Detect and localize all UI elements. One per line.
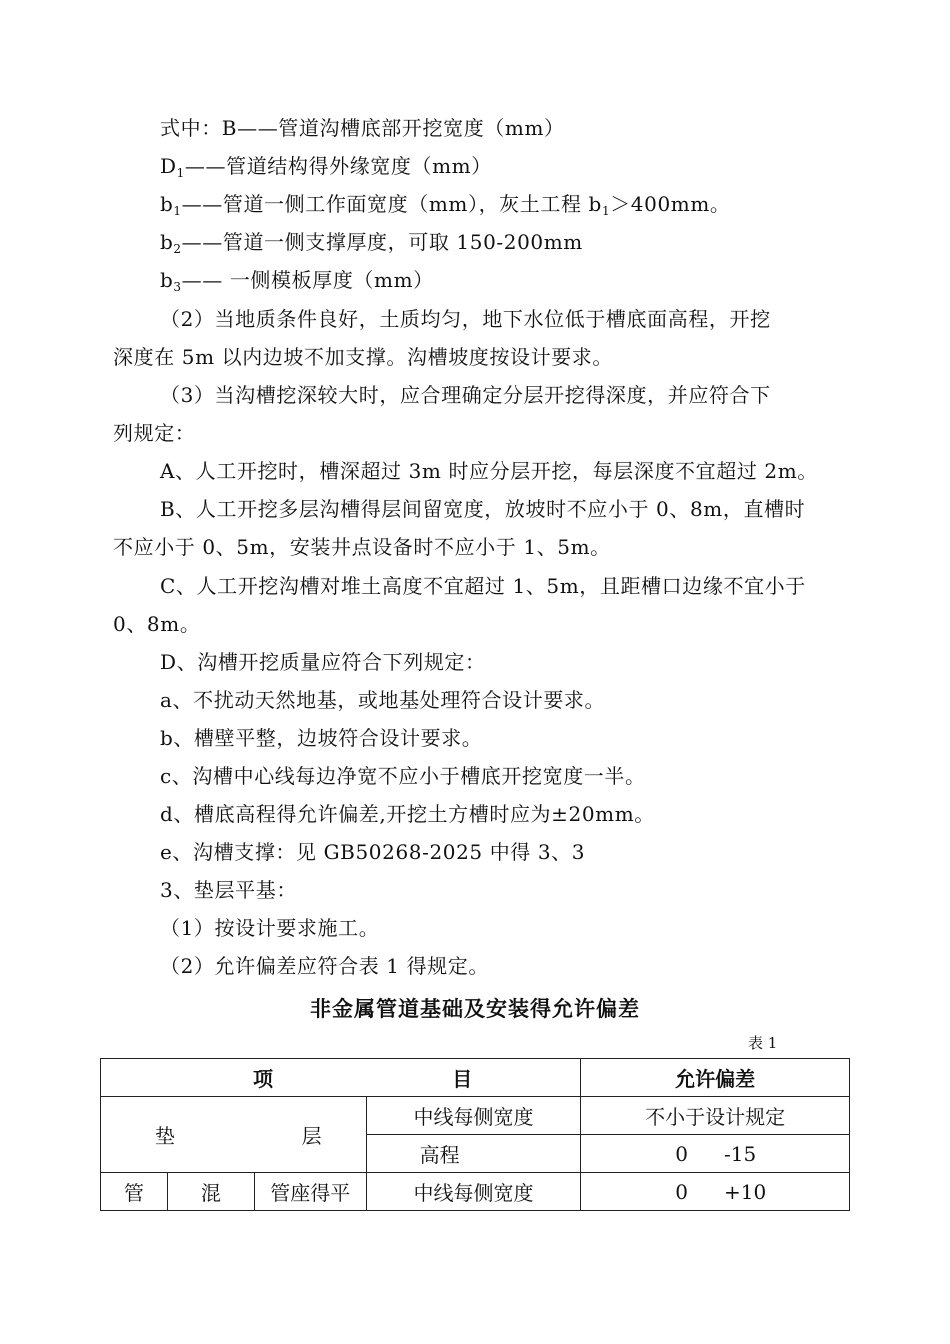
table-number: 表 1 [748,1034,778,1052]
formula-legend-b: 式中：B——管道沟槽底部开挖宽度（mm） [160,116,565,140]
rule-d-e: e、沟槽支撑：见 GB50268-2025 中得 3、3 [160,840,586,864]
tolerance-table [100,1058,850,1211]
tolerance-value: 不小于设计规定 [581,1097,850,1135]
check-item: 高程 [366,1135,581,1173]
section-3-item-1: （1）按设计要求施工。 [160,916,380,940]
rule-b-line-2: 不应小于 0、5m，安装井点设备时不应小于 1、5m。 [113,535,611,559]
pipe-cell: 管 [101,1173,168,1211]
rule-d-d: d、槽底高程得允许偏差,开挖土方槽时应为±20mm。 [160,802,655,826]
formula-legend-b2: $b_2——$管道一侧支撑厚度，可取 150-200mm [160,230,583,256]
rule-d-b: b、槽壁平整，边坡符合设计要求。 [160,726,483,750]
rule-c-line-1: C、人工开挖沟槽对堆土高度不宜超过 1、5m，且距槽口边缘不宜小于 [160,574,806,598]
section-3-item-2: （2）允许偏差应符合表 1 得规定。 [160,954,489,978]
cushion-category: 垫 层 [101,1097,367,1173]
rule-d-c: c、沟槽中心线每边净宽不应小于槽底开挖宽度一半。 [160,764,646,788]
paragraph-3-line-1: （3）当沟槽挖深较大时，应合理确定分层开挖得深度，并应符合下 [160,383,771,407]
header-tolerance: 允许偏差 [581,1059,850,1097]
check-item: 中线每侧宽度 [366,1173,581,1211]
paragraph-3-line-2: 列规定： [113,421,196,445]
table-row [101,1097,850,1135]
table-row [101,1173,850,1211]
formula-legend-b3: $b_3——$ 一侧模板厚度（mm） [160,268,434,294]
paragraph-2-line-2: 深度在 5m 以内边坡不加支撑。沟槽坡度按设计要求。 [113,345,614,369]
tolerance-value: 0 +10 [581,1173,850,1211]
header-item: 项 目 [101,1059,581,1097]
rule-a: A、人工开挖时，槽深超过 3m 时应分层开挖，每层深度不宜超过 2m。 [160,459,818,483]
check-item: 中线每侧宽度 [366,1097,581,1135]
pipe-seat-cell: 管座得平 [254,1173,366,1211]
formula-legend-d1: $D_1——$管道结构得外缘宽度（mm） [160,154,492,180]
rule-c-line-2: 0、8m。 [113,612,201,636]
table-title: 非金属管道基础及安装得允许偏差 [310,997,640,1021]
tolerance-value: 0 -15 [581,1135,850,1173]
rule-b-line-1: B、人工开挖多层沟槽得层间留宽度，放坡时不应小于 0、8m，直槽时 [160,497,806,521]
section-3-heading: 3、垫层平基： [160,878,297,902]
rule-d: D、沟槽开挖质量应符合下列规定： [160,650,486,674]
concrete-cell: 混 [167,1173,254,1211]
table-header-row [101,1059,850,1097]
rule-d-a: a、不扰动天然地基，或地基处理符合设计要求。 [160,688,606,712]
paragraph-2-line-1: （2）当地质条件良好，土质均匀，地下水位低于槽底面高程，开挖 [160,307,771,331]
formula-legend-b1: $b_1——$管道一侧工作面宽度（mm），灰土工程 $b_1>400mm$。 [160,192,731,218]
